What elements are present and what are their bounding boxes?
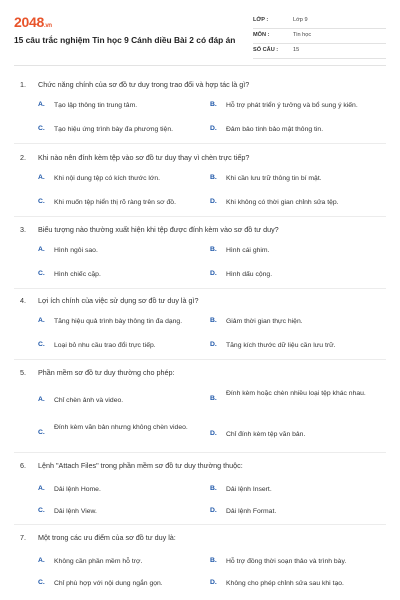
question-number: 7. <box>20 533 26 542</box>
option-letter: B. <box>210 174 217 181</box>
option-letter: C. <box>38 198 45 205</box>
question-divider <box>14 359 386 360</box>
meta-label: MÔN : <box>253 32 270 38</box>
question-divider <box>14 288 386 289</box>
question-text: Khi nào nên đính kèm tệp vào sơ đồ tư duy thay vì chèn trực tiếp? <box>38 153 250 162</box>
header-divider <box>14 65 386 66</box>
option-letter: A. <box>38 557 45 564</box>
option-letter: D. <box>210 198 217 205</box>
option-letter: C. <box>38 125 45 132</box>
option-text: Giảm thời gian thực hiện. <box>226 318 303 325</box>
option-letter: D. <box>210 507 217 514</box>
option-letter: B. <box>210 101 217 108</box>
question-divider <box>14 452 386 453</box>
option-letter: B. <box>210 246 217 253</box>
meta-value: 15 <box>293 47 300 53</box>
option-letter: A. <box>38 485 45 492</box>
option-text: Tăng hiệu quả trình bày thông tin đa dạng. <box>54 318 183 325</box>
question-number: 5. <box>20 368 26 377</box>
option-text: Chỉ đính kèm tệp văn bản. <box>226 431 306 438</box>
meta-row-question-count <box>253 44 386 59</box>
option-letter: B. <box>210 557 217 564</box>
meta-row-subject <box>253 29 386 44</box>
option-letter: D. <box>210 270 217 277</box>
question-text: Một trong các ưu điểm của sơ đồ tư duy là: <box>38 533 176 542</box>
question-text: Lợi ích chính của việc sử dụng sơ đồ tư duy là gì? <box>38 296 199 305</box>
option-letter: B. <box>210 395 217 402</box>
option-text: Tạo hiệu ứng trình bày đa phương tiện. <box>54 126 173 133</box>
option-text: Không cho phép chỉnh sửa sau khi tạo. <box>226 580 344 587</box>
option-text: Hỗ trợ phát triển ý tưởng và bổ sung ý kiến. <box>226 102 358 109</box>
option-text: Khi muốn tệp hiển thị rõ ràng trên sơ đồ. <box>54 199 176 206</box>
question-text: Biểu tượng nào thường xuất hiện khi tệp được đính kèm vào sơ đồ tư duy? <box>38 225 279 234</box>
option-letter: A. <box>38 174 45 181</box>
option-letter: C. <box>38 429 45 436</box>
question-divider <box>14 216 386 217</box>
question-number: 2. <box>20 153 26 162</box>
logo-suffix: .vn <box>43 23 52 29</box>
option-text: Hình chiếc cặp. <box>54 271 101 278</box>
option-text: Đảm bảo tính bảo mật thông tin. <box>226 126 324 133</box>
option-text: Hình ngôi sao. <box>54 247 98 254</box>
option-text: Dải lệnh Home. <box>54 486 101 493</box>
option-letter: D. <box>210 430 217 437</box>
question-number: 3. <box>20 225 26 234</box>
meta-row-grade <box>253 14 386 29</box>
option-letter: C. <box>38 507 45 514</box>
option-letter: C. <box>38 579 45 586</box>
option-text: Khi không có thời gian chỉnh sửa tệp. <box>226 199 339 206</box>
option-text: Đính kèm văn bản nhưng không chèn video. <box>54 424 188 431</box>
option-text: Dải lệnh View. <box>54 508 97 515</box>
option-letter: C. <box>38 341 45 348</box>
meta-table <box>253 14 386 59</box>
option-text: Loại bỏ nhu cầu trao đổi trực tiếp. <box>54 342 156 349</box>
question-divider <box>14 143 386 144</box>
question-text: Lệnh "Attach Files" trong phần mềm sơ đồ tư duy thường thuộc: <box>38 461 243 470</box>
option-text: Chỉ phù hợp với nội dung ngắn gọn. <box>54 580 163 587</box>
option-letter: C. <box>38 270 45 277</box>
option-letter: B. <box>210 317 217 324</box>
option-letter: D. <box>210 341 217 348</box>
question-text: Phần mềm sơ đồ tư duy thường cho phép: <box>38 368 175 377</box>
header <box>14 14 386 60</box>
logo-text: 2048 <box>14 14 44 30</box>
option-text: Hỗ trợ đồng thời soạn thảo và trình bày. <box>226 558 347 565</box>
option-letter: A. <box>38 396 45 403</box>
option-text: Dải lệnh Format. <box>226 508 277 515</box>
option-letter: D. <box>210 579 217 586</box>
option-text: Tạo lập thông tin trung tâm. <box>54 102 138 109</box>
option-letter: A. <box>38 317 45 324</box>
question-number: 6. <box>20 461 26 470</box>
option-text: Khi nội dung tệp có kích thước lớn. <box>54 175 161 182</box>
option-text: Tăng kích thước dữ liệu cần lưu trữ. <box>226 342 336 349</box>
option-text: Không cần phần mềm hỗ trợ. <box>54 558 143 565</box>
option-letter: A. <box>38 246 45 253</box>
meta-label: LỚP : <box>253 17 269 23</box>
question-divider <box>14 524 386 525</box>
option-letter: D. <box>210 125 217 132</box>
question-number: 1. <box>20 80 26 89</box>
option-text: Khi cần lưu trữ thông tin bí mật. <box>226 175 322 182</box>
meta-value: Tin học <box>293 32 312 38</box>
meta-label: SỐ CÂU : <box>253 47 279 53</box>
question-text: Chức năng chính của sơ đồ tư duy trong trao đổi và hợp tác là gì? <box>38 80 250 89</box>
option-text: Chỉ chèn ảnh và video. <box>54 397 124 404</box>
page-title: 15 câu trắc nghiệm Tin học 9 Cánh diều Bài 2 có đáp án <box>14 35 236 45</box>
option-text: Hình cái ghim. <box>226 247 270 254</box>
option-text: Dải lệnh Insert. <box>226 486 272 493</box>
meta-value: Lớp 9 <box>293 17 308 23</box>
option-letter: B. <box>210 485 217 492</box>
option-text: Đính kèm hoặc chèn nhiều loại tệp khác nhau. <box>226 390 366 397</box>
option-text: Hình dấu cộng. <box>226 271 273 278</box>
question-number: 4. <box>20 296 26 305</box>
option-letter: A. <box>38 101 45 108</box>
site-logo[interactable] <box>14 14 52 30</box>
